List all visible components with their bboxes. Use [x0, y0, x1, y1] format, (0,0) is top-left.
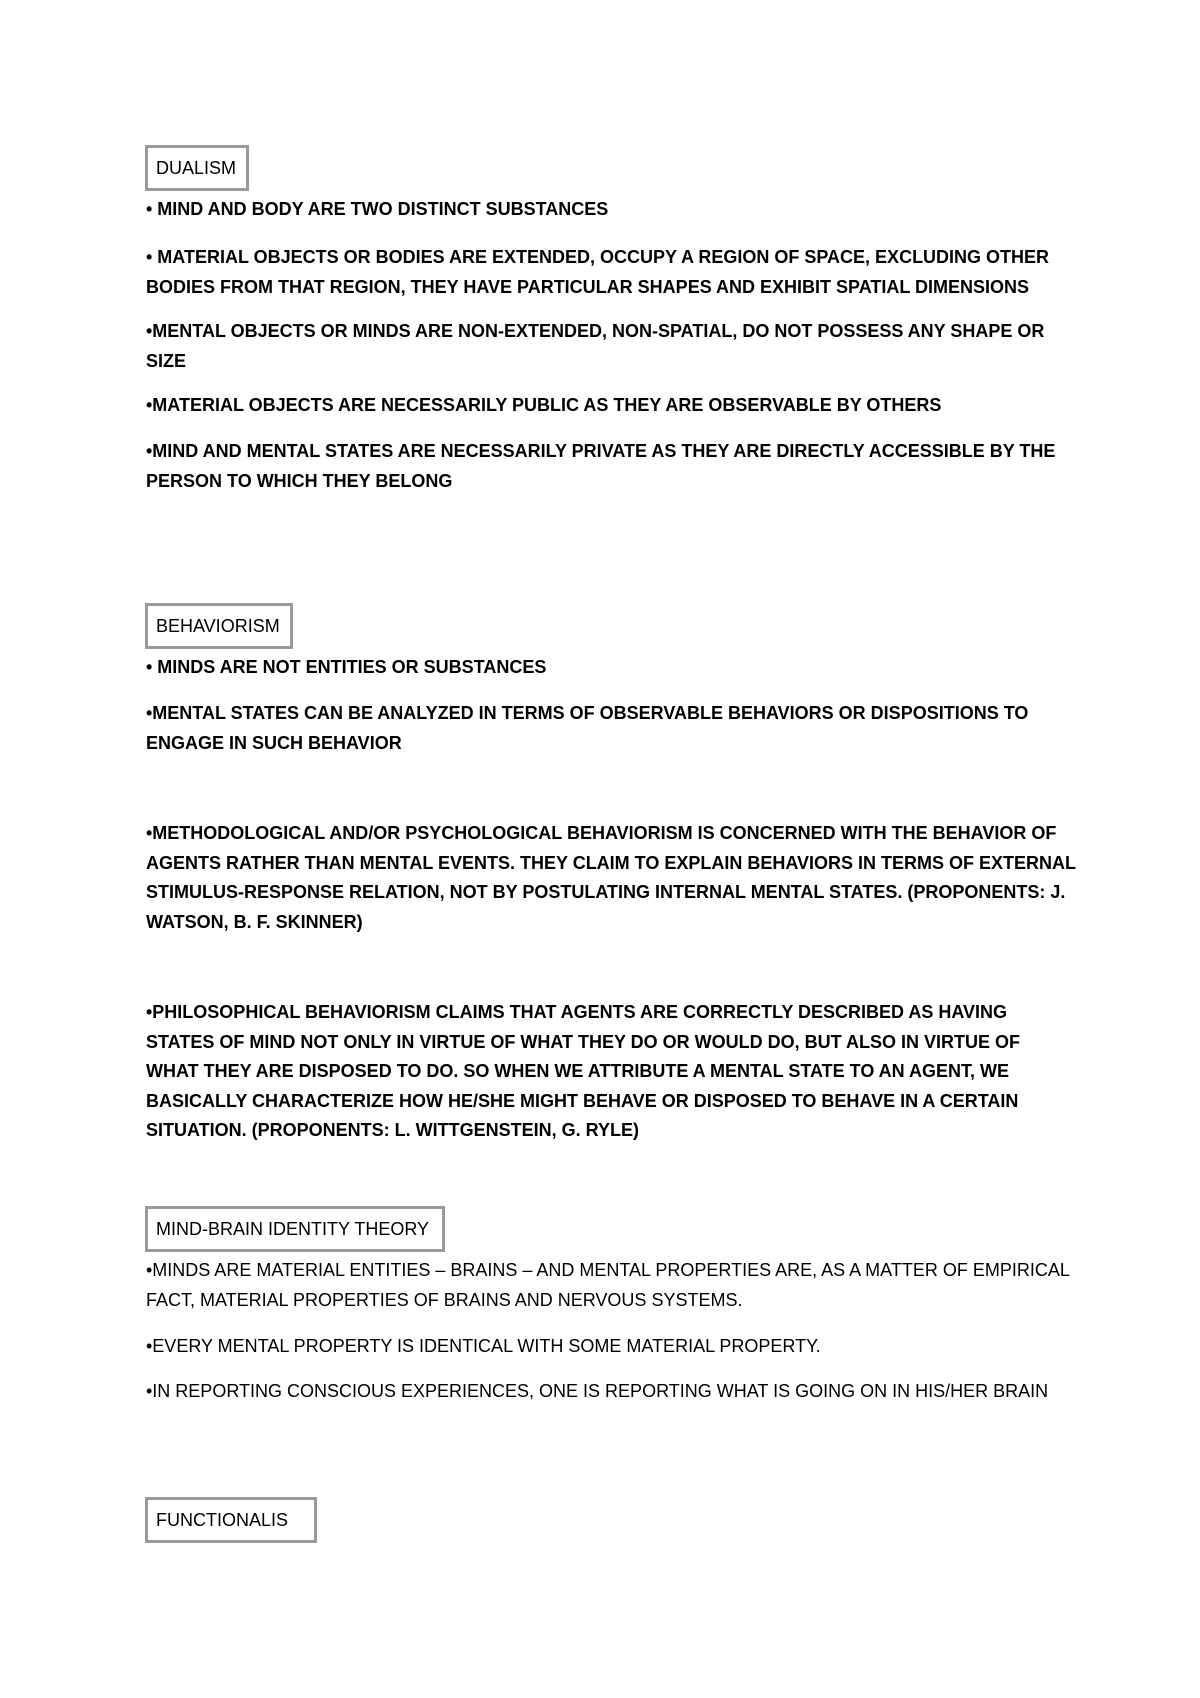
dualism-point-4: •MATERIAL OBJECTS ARE NECESSARILY PUBLIC AS THEY ARE OBSERVABLE BY OTHERS — [146, 395, 942, 415]
behaviorism-point-4: •PHILOSOPHICAL BEHAVIORISM CLAIMS THAT AGENTS ARE CORRECTLY DESCRIBED AS HAVING STATES OF MIND NOT ONLY IN VIRTUE OF WHAT THEY DO OR WOULD DO, BUT ALSO IN VIRTUE OF WHAT THEY ARE DISPOSED TO DO. SO WHEN WE ATTRIBUTE A MENTAL STATE TO AN AGENT, WE BASICALLY CHARACTERIZE HOW HE/SHE MIGHT BEHAVE OR DISPOSED TO BEHAVE IN A CERTAIN SITUATION. (PROPONENTS: L. WITTGENSTEIN, G. RYLE) — [146, 1002, 1021, 1140]
dualism-point-2: • MATERIAL OBJECTS OR BODIES ARE EXTENDED, OCCUPY A REGION OF SPACE, EXCLUDING OTHER BODIES FROM THAT REGION, THEY HAVE PARTICULAR SHAPES AND EXHIBIT SPATIAL DIMENSIONS — [146, 247, 1050, 297]
behaviorism-point-1: • MINDS ARE NOT ENTITIES OR SUBSTANCES — [146, 657, 547, 677]
behaviorism-point-3: •METHODOLOGICAL AND/OR PSYCHOLOGICAL BEHAVIORISM IS CONCERNED WITH THE BEHAVIOR OF AGENTS RATHER THAN MENTAL EVENTS. THEY CLAIM TO EXPLAIN BEHAVIORS IN TERMS OF EXTERNAL STIMULUS-RESPONSE RELATION, NOT BY POSTULATING INTERNAL MENTAL STATES. (PROPONENTS: J. WATSON, B. F. SKINNER) — [146, 823, 1076, 932]
section-heading-functionalis: FUNCTIONALIS — [145, 1497, 317, 1543]
identity-point-2: •EVERY MENTAL PROPERTY IS IDENTICAL WITH SOME MATERIAL PROPERTY. — [146, 1336, 821, 1356]
dualism-point-1: • MIND AND BODY ARE TWO DISTINCT SUBSTANCES — [146, 199, 609, 219]
section-heading-dualism: DUALISM — [145, 145, 249, 191]
section-heading-behaviorism: BEHAVIORISM — [145, 603, 293, 649]
identity-point-1: •MINDS ARE MATERIAL ENTITIES – BRAINS – AND MENTAL PROPERTIES ARE, AS A MATTER OF EMPIRICAL FACT, MATERIAL PROPERTIES OF BRAINS AND NERVOUS SYSTEMS. — [146, 1260, 1070, 1310]
identity-point-3: •IN REPORTING CONSCIOUS EXPERIENCES, ONE IS REPORTING WHAT IS GOING ON IN HIS/HER BRAIN — [146, 1381, 1049, 1401]
section-heading-identity-theory: MIND-BRAIN IDENTITY THEORY — [145, 1206, 445, 1252]
dualism-point-5: •MIND AND MENTAL STATES ARE NECESSARILY PRIVATE AS THEY ARE DIRECTLY ACCESSIBLE BY THE PERSON TO WHICH THEY BELONG — [146, 441, 1056, 491]
behaviorism-point-2: •MENTAL STATES CAN BE ANALYZED IN TERMS OF OBSERVABLE BEHAVIORS OR DISPOSITIONS TO ENGAGE IN SUCH BEHAVIOR — [146, 703, 1029, 753]
dualism-point-3: •MENTAL OBJECTS OR MINDS ARE NON-EXTENDED, NON-SPATIAL, DO NOT POSSESS ANY SHAPE OR SIZE — [146, 321, 1045, 371]
